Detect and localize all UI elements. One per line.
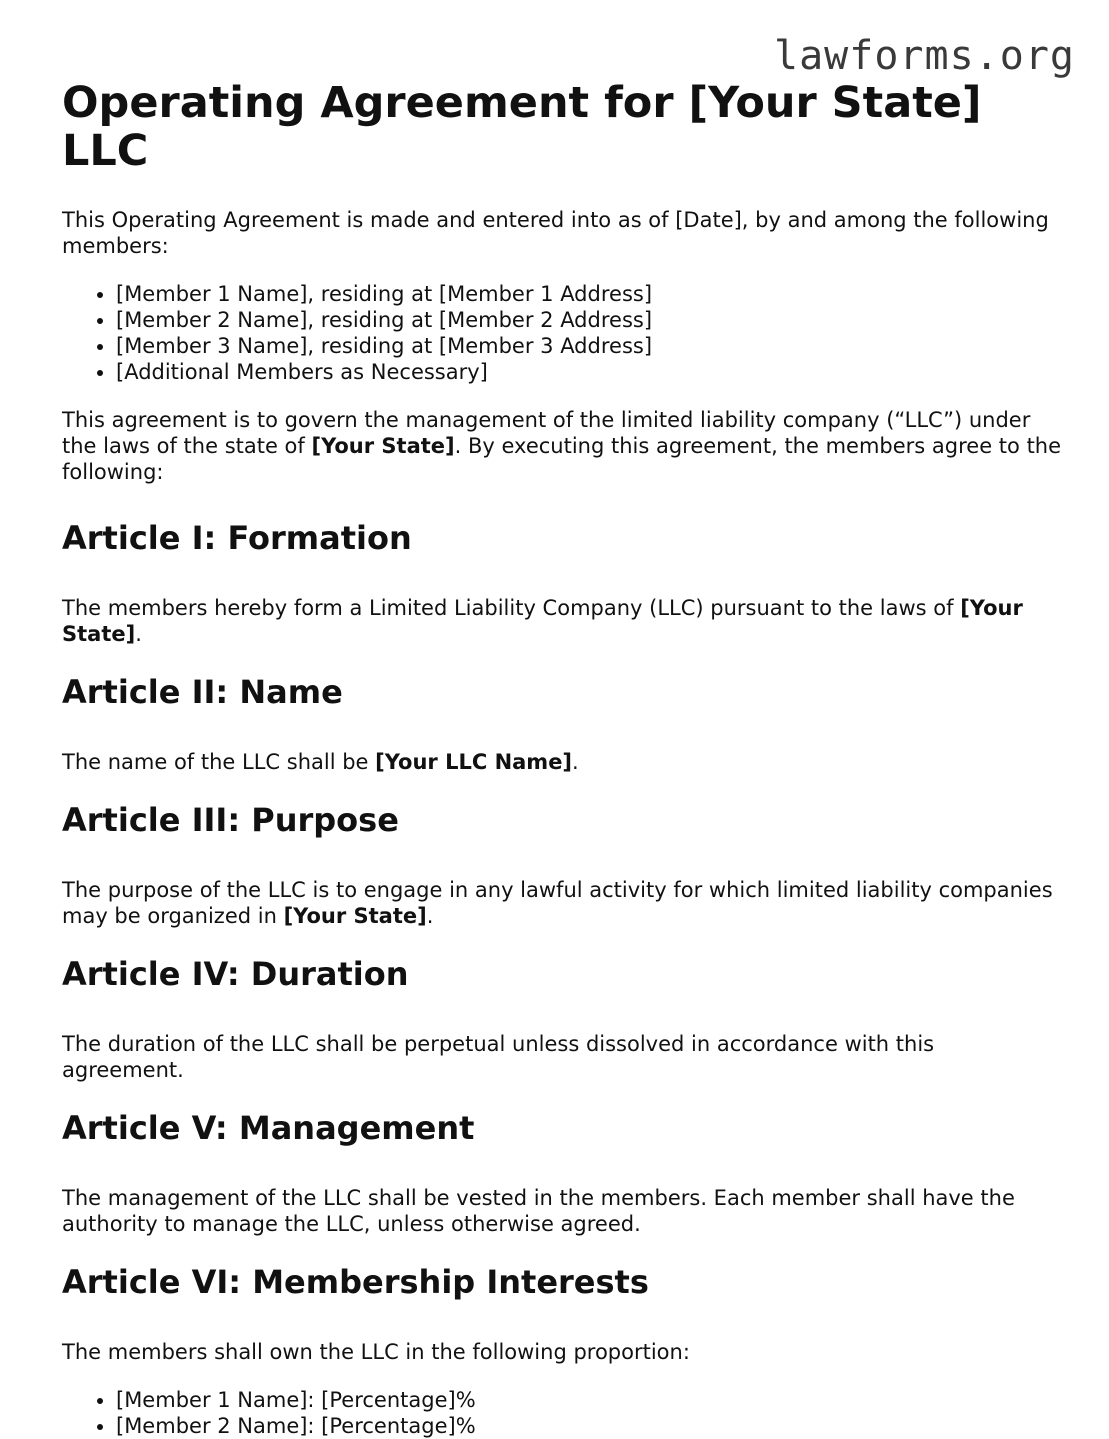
list-item: • [Member 2 Name]: [Percentage]% xyxy=(116,1413,1062,1439)
members-list xyxy=(62,281,1062,385)
governance-paragraph xyxy=(62,407,1062,485)
article-duration-heading: Article IV: Duration xyxy=(62,955,409,993)
governance-text: This agreement is to govern the management of the limited liability company (“LLC”) under the laws of the state of xyxy=(62,408,1031,458)
document-page xyxy=(62,0,1062,1439)
list-item: • [Member 1 Name], residing at [Member 1 Address] xyxy=(116,281,1062,307)
state-placeholder: [Your State] xyxy=(283,904,427,928)
purpose-text-end: . xyxy=(426,904,434,928)
ownership-list xyxy=(62,1387,1062,1439)
article-management-text: The management of the LLC shall be vested in the members. Each member shall have the authority to manage the LLC, unless otherwise agreed. xyxy=(62,1186,1015,1236)
list-item: • [Member 3 Name], residing at [Member 3 Address] xyxy=(116,333,1062,359)
name-text: The name of the LLC shall be xyxy=(62,750,376,774)
article-duration-text: The duration of the LLC shall be perpetual unless dissolved in accordance with this agreement. xyxy=(62,1032,935,1082)
article-membership-interests-heading: Article VI: Membership Interests xyxy=(62,1263,649,1301)
article-name-text xyxy=(62,749,1062,775)
article-management-heading: Article V: Management xyxy=(62,1109,475,1147)
governance-text-end: . By executing this agreement, the members agree to the following: xyxy=(62,434,1062,484)
purpose-text: The purpose of the LLC is to engage in any lawful activity for which limited liability companies may be organized in xyxy=(62,878,1053,928)
document-title: Operating Agreement for [Your State] LLC xyxy=(62,78,982,176)
intro-paragraph: This Operating Agreement is made and entered into as of [Date], by and among the following members: xyxy=(62,208,1049,258)
article-formation-heading: Article I: Formation xyxy=(62,519,412,557)
list-item: • [Member 2 Name], residing at [Member 2 Address] xyxy=(116,307,1062,333)
article-name-heading: Article II: Name xyxy=(62,673,343,711)
article-membership-interests-text: The members shall own the LLC in the following proportion: xyxy=(62,1340,690,1364)
article-formation-text xyxy=(62,595,1062,647)
formation-text: The members hereby form a Limited Liability Company (LLC) pursuant to the laws of xyxy=(62,596,961,620)
list-item: • [Member 1 Name]: [Percentage]% xyxy=(116,1387,1062,1413)
watermark-logo: lawforms.org xyxy=(774,33,1075,79)
name-text-end: . xyxy=(572,750,579,774)
article-purpose-text xyxy=(62,877,1062,929)
state-placeholder: [Your State] xyxy=(311,434,455,458)
article-purpose-heading: Article III: Purpose xyxy=(62,801,399,839)
llc-name-placeholder: [Your LLC Name] xyxy=(375,750,573,774)
list-item: • [Additional Members as Necessary] xyxy=(116,359,1062,385)
state-placeholder: [Your State] xyxy=(62,596,1023,646)
formation-text-end: . xyxy=(135,622,142,646)
